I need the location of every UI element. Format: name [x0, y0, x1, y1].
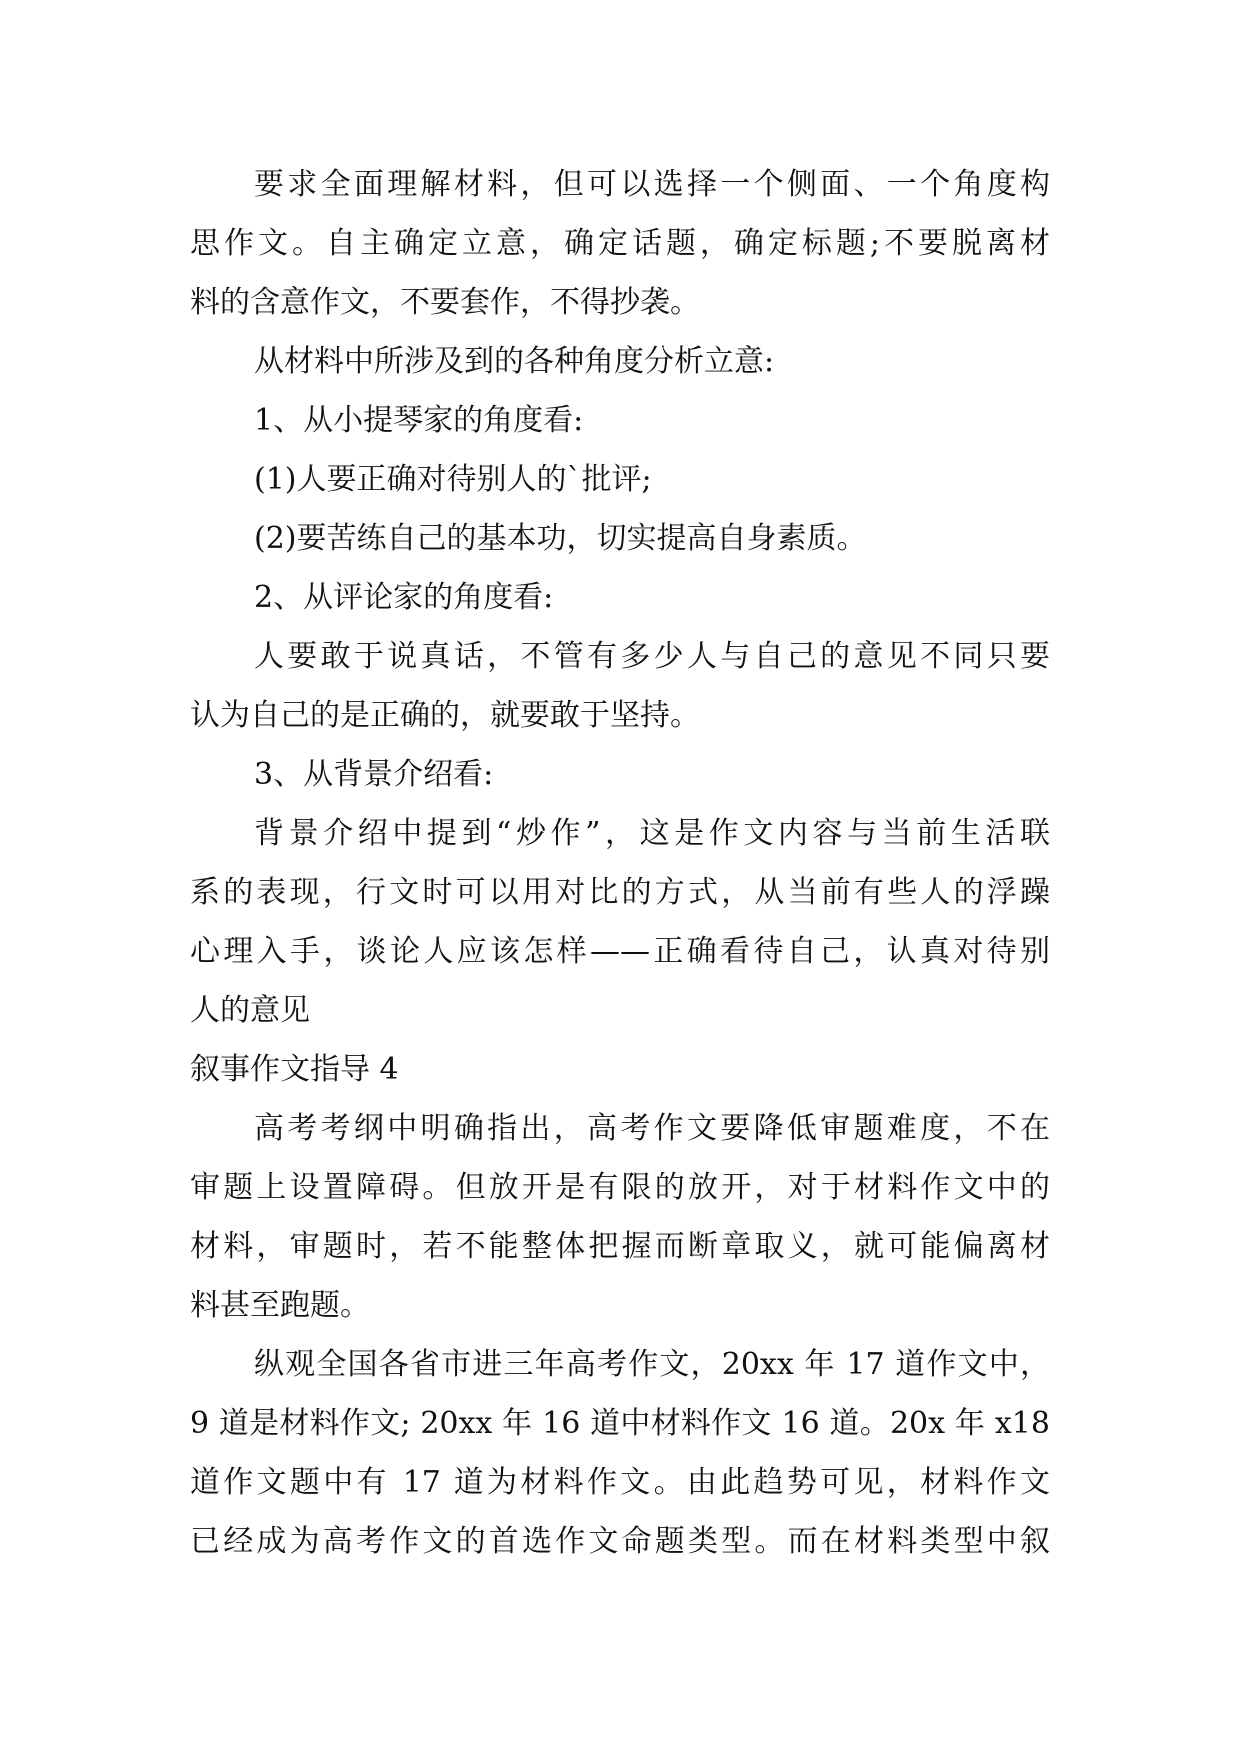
list-item: (1)人要正确对待别人的`批评;	[254, 462, 652, 497]
list-item: (2)要苦练自己的基本功，切实提高自身素质。	[254, 521, 867, 556]
text-line: 材料，审题时，若不能整体把握而断章取义，就可能偏离材	[190, 1229, 1050, 1264]
list-item: 1、从小提琴家的角度看:	[254, 403, 584, 438]
text-line: 审题上设置障碍。但放开是有限的放开，对于材料作文中的	[190, 1170, 1050, 1205]
text-line: 人的意见	[190, 993, 310, 1028]
text-line: 思作文。自主确定立意，确定话题，确定标题;不要脱离材	[190, 226, 1050, 261]
text-line: 道作文题中有 17 道为材料作文。由此趋势可见，材料作文	[190, 1465, 1050, 1500]
section-heading: 叙事作文指导 4	[190, 1052, 399, 1087]
text-line: 纵观全国各省市进三年高考作文，20xx 年 17 道作文中，	[254, 1347, 1050, 1382]
text-line: 已经成为高考作文的首选作文命题类型。而在材料类型中叙	[190, 1524, 1050, 1559]
text-line: 心理入手，谈论人应该怎样——正确看待自己，认真对待别	[190, 934, 1050, 969]
text-line: 系的表现，行文时可以用对比的方式，从当前有些人的浮躁	[190, 875, 1050, 910]
text-line: 背景介绍中提到“炒作”，这是作文内容与当前生活联	[254, 816, 1050, 851]
list-item: 2、从评论家的角度看:	[254, 580, 554, 615]
text-line: 高考考纲中明确指出，高考作文要降低审题难度，不在	[254, 1111, 1050, 1146]
text-line: 人要敢于说真话，不管有多少人与自己的意见不同只要	[254, 639, 1050, 674]
list-item: 3、从背景介绍看:	[254, 757, 494, 792]
text-line: 认为自己的是正确的，就要敢于坚持。	[190, 698, 700, 733]
text-line: 料的含意作文，不要套作，不得抄袭。	[190, 285, 700, 320]
text-line: 从材料中所涉及到的各种角度分析立意:	[254, 344, 775, 379]
text-line: 料甚至跑题。	[190, 1288, 370, 1323]
text-line: 要求全面理解材料，但可以选择一个侧面、一个角度构	[254, 167, 1050, 202]
text-line: 9 道是材料作文; 20xx 年 16 道中材料作文 16 道。20x 年 x18	[190, 1406, 1050, 1441]
